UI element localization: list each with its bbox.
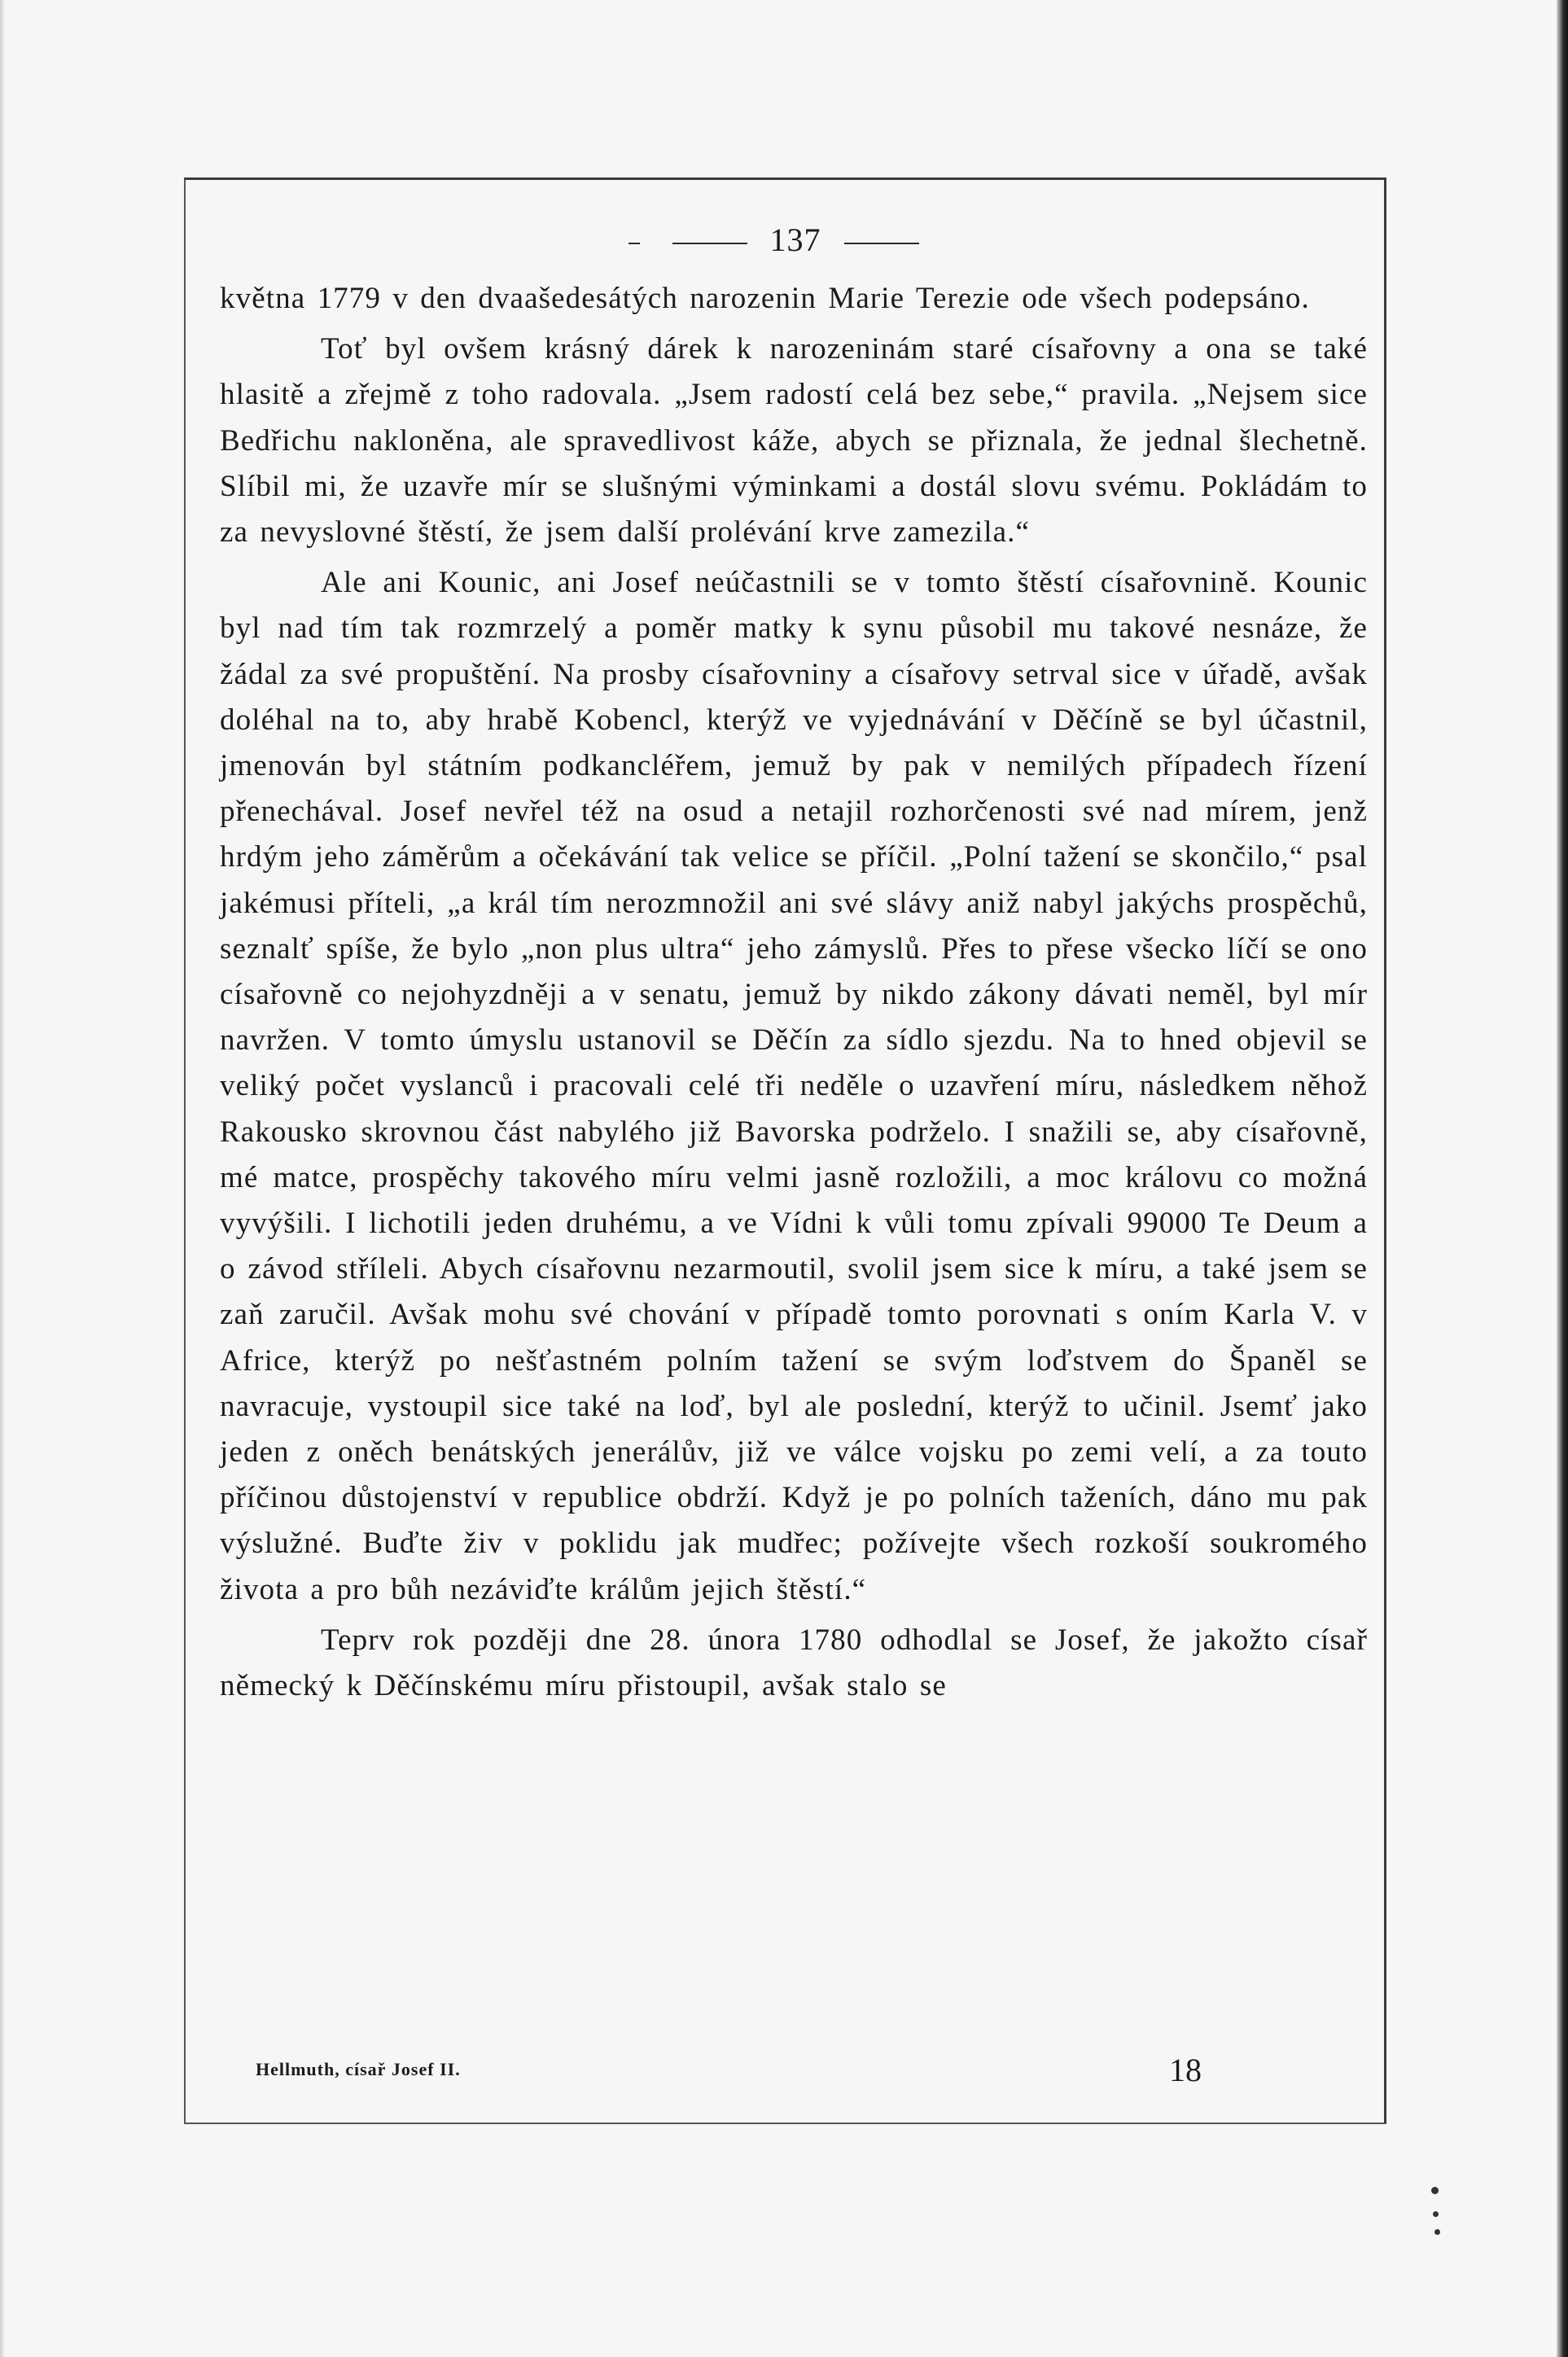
signature-mark: Hellmuth, císař Josef II.: [256, 2059, 461, 2079]
page-number: 137: [769, 221, 821, 258]
paragraph-josef-1780: Teprv rok později dne 28. února 1780 odhodlal se Josef, že jakožto císař německý k Děčínskému míru přistoupil, avšak stalo se: [220, 1623, 1368, 1703]
scan-speck: [1431, 2187, 1439, 2194]
header-rule-lead: [629, 243, 640, 244]
header-rule-left: [672, 243, 747, 244]
page-header: [186, 221, 1384, 259]
paragraph-empress-quote: Toť byl ovšem krásný dárek k narozeninám staré císařovny a ona se také hlasitě a zřejmě z toho radovala. „Jsem radostí celá bez sebe,“ pravila. „Nejsem sice Bedřichu nakloněna, ale spravedlivost káže, abych se přiznala, že jednal šlechetně. Slíbil mi, že uzavře mír se slušnými výminkami a dostál slovu svému. Pokládám to za nevyslovné štěstí, že jsem další prolévání krve zamezila.“: [220, 332, 1368, 550]
page-footer: [256, 2053, 1306, 2093]
header-rule-right: [844, 243, 919, 244]
paragraph-kounic-josef: Ale ani Kounic, ani Josef neúčastnili se v tomto štěstí císařovnině. Kounic byl nad tím tak rozmrzelý a poměr matky k synu působil mu takové nesnáze, že žádal za své propuštění. Na prosby císařovniny a císařovy setrval sice v úřadě, avšak doléhal na to, aby hrabě Kobencl, kterýž ve vyjednávání v Děčíně se byl účastnil, jmenován byl státním podkancléřem, jemuž by pak v nemilých případech řízení přenechával. Josef nevřel též na osud a netajil rozhorčenosti své nad mírem, jenž hrdým jeho záměrům a očekávání tak velice se příčil. „Polní tažení se skončilo,“ psal jakémusi příteli, „a král tím nerozmnožil ani své slávy aniž nabyl jakýchs prospěchů, seznalť spíše, že bylo „non plus ultra“ jeho zámyslů. Přes to přese všecko líčí se ono císařovně co nejohyzdněji a v senatu, jemuž by nikdo zákony dávati neměl, byl mír navržen. V tomto úmyslu ustanovil se Děčín za sídlo sjezdu. Na to hned objevil se veliký počet vyslanců i pracovali celé tři neděle o uzavření míru, následkem něhož Rakousko skrovnou část nabylého již Bavorska podrželo. I snažili se, aby císařovně, mé matce, prospěchy takového míru velmi jasně rozložili, a moc královu co možná vyvýšili. I lichotili jeden druhému, a ve Vídni k vůli tomu zpívali 99000 Te Deum a o závod stříleli. Abych císařovnu nezarmoutil, svolil jsem sice k míru, a také jsem se zaň zaručil. Avšak mohu své chování v případě tomto porovnati s oním Karla V. v Africe, kterýž po nešťastném polním tažení se svým loďstvem do Španěl se navracuje, vystoupil sice také na loď, byl ale poslední, kterýž to učinil. Jsemť jako jeden z oněch benátských jenerálův, již ve válce vojsku po zemi velí, a za touto příčinou důstojenství v republice obdrží. Když je po polních taženích, dáno mu pak výslužné. Buďte živ v poklidu jak mudřec; požívejte všech rozkoší soukromého života a pro bůh nezáviďte králům jejich štěstí.“: [220, 566, 1368, 1606]
page-frame: [184, 177, 1386, 2124]
scan-speck: [1433, 2211, 1439, 2217]
paragraph-continuation: května 1779 v den dvaašedesátých narozenin Marie Terezie ode všech podepsáno.: [220, 282, 1310, 315]
body-text: [220, 276, 1368, 1709]
sheet-number: 18: [1169, 2052, 1202, 2088]
scan-speck: [1434, 2229, 1440, 2235]
scan-edge-right: [1557, 0, 1568, 2357]
scan-edge-left: [0, 0, 5, 2357]
